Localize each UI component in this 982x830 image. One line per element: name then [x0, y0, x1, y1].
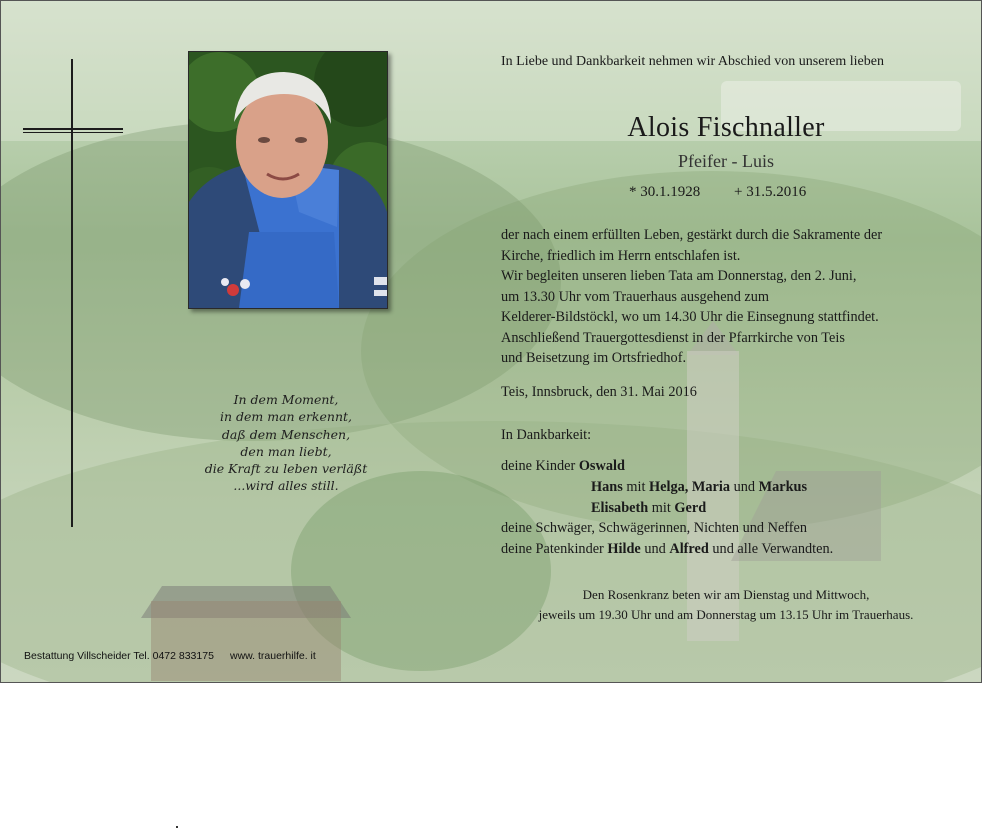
- thanks-heading: In Dankbarkeit:: [501, 427, 592, 443]
- website-link[interactable]: www. trauerhilfe. it: [230, 650, 316, 662]
- announcement-text: [501, 225, 951, 369]
- stray-dot: [176, 826, 178, 828]
- rosary-line: jeweils um 19.30 Uhr und am Donnerstag um 13.15 Uhr im Trauerhaus.: [538, 607, 914, 622]
- birth-date: * 30.1.1928: [629, 184, 701, 200]
- place-date: Teis, Innsbruck, den 31. Mai 2016: [501, 384, 697, 400]
- death-date: + 31.5.2016: [734, 184, 807, 200]
- text-line: und Beisetzung im Ortsfriedhof.: [501, 350, 687, 366]
- text-line: um 13.30 Uhr vom Trauerhaus ausgehend zum: [501, 288, 770, 305]
- rosary-notice: [501, 585, 951, 625]
- poem-line: ...wird alles still.: [233, 478, 339, 494]
- poem-line: in dem man erkennt,: [219, 409, 353, 425]
- poem-line: die Kraft zu leben verläßt: [204, 461, 368, 477]
- poem-line: In dem Moment,: [233, 392, 339, 407]
- poem: [191, 391, 381, 495]
- text-line: der nach einem erfüllten Leben, gestärkt durch die Sakramente der: [501, 227, 883, 243]
- poem-line: den man liebt,: [240, 443, 332, 459]
- family-line: deine Schwäger, Schwägerinnen, Nichten und Neffen: [501, 520, 808, 537]
- text-line: Kelderer-Bildstöckl, wo um 14.30 Uhr die Einsegnung stattfindet.: [501, 309, 879, 325]
- funeral-home-contact: Bestattung Villscheider Tel. 0472 833175: [24, 650, 214, 662]
- rosary-line: Den Rosenkranz beten wir am Dienstag und Mittwoch,: [582, 587, 870, 602]
- deceased-name: Alois Fischnaller: [627, 112, 825, 143]
- poem-line: daß dem Menschen,: [221, 426, 351, 442]
- text-line: Wir begleiten unseren lieben Tata am Donnerstag, den 2. Juni,: [501, 268, 857, 284]
- family-line: deine Kinder Oswald: [501, 458, 625, 474]
- family-line: Elisabeth mit Gerd: [591, 499, 707, 516]
- portrait-photo: [188, 51, 388, 309]
- family-list: [501, 456, 833, 560]
- text-line: Anschließend Trauergottesdienst in der Pfarrkirche von Teis: [501, 329, 845, 346]
- family-line: Hans mit Helga, Maria und Markus: [591, 478, 808, 495]
- intro-text: In Liebe und Dankbarkeit nehmen wir Abschied von unserem lieben: [501, 54, 884, 69]
- nickname: Pfeifer - Luis: [678, 151, 774, 171]
- family-line: deine Patenkinder Hilde und Alfred und alle Verwandten.: [501, 541, 834, 558]
- text-line: Kirche, friedlich im Herrn entschlafen ist.: [501, 247, 741, 264]
- background-barn: [151, 601, 341, 681]
- life-dates: [629, 184, 806, 201]
